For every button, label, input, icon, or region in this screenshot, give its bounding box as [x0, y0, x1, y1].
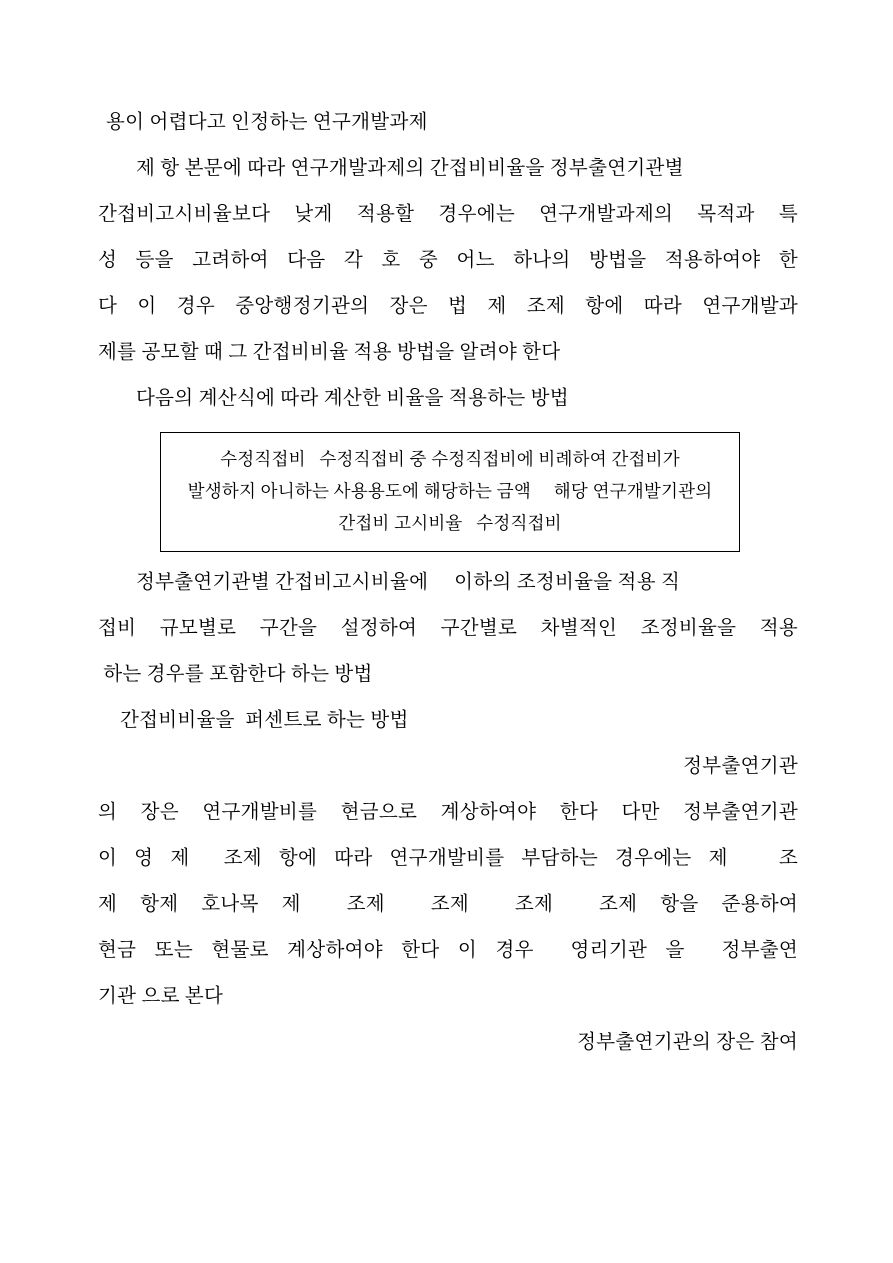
paragraph-line: 정부출연기관의 장은 참여: [577, 1032, 798, 1053]
paragraph-line: 간접비비율을 퍼센트로 하는 방법: [120, 710, 409, 731]
formula-line: 수정직접비 수정직접비 중 수정직접비에 비례하여 간접비가: [220, 449, 680, 469]
paragraph-line: 의 장은 연구개발비를 현금으로 계상하여야 한다 다만 정부출연기관: [98, 802, 798, 823]
paragraph-line: 다 이 경우 중앙행정기관의 장은 법 제 조제 항에 따라 연구개발과: [98, 296, 798, 317]
paragraph-line: 제 항제 호나목 제 조제 조제 조제 조제 항을 준용하여: [98, 894, 798, 915]
paragraph-line: 용이 어렵다고 인정하는 연구개발과제: [106, 112, 428, 133]
paragraph-line: 성 등을 고려하여 다음 각 호 중 어느 하나의 방법을 적용하여야 한: [98, 250, 798, 271]
paragraph-line: 현금 또는 현물로 계상하여야 한다 이 경우 영리기관 을 정부출연: [98, 940, 798, 961]
paragraph-line: 제 항 본문에 따라 연구개발과제의 간접비비율을 정부출연기관별: [136, 158, 684, 179]
document-body: [98, 100, 798, 1066]
formula-line: 발생하지 아니하는 사용용도에 해당하는 금액 해당 연구개발기관의: [187, 481, 713, 501]
paragraph-line: 접비 규모별로 구간을 설정하여 구간별로 차별적인 조정비율을 적용: [98, 618, 798, 639]
paragraph-line: 정부출연기관: [683, 756, 798, 777]
paragraph-line: 하는 경우를 포함한다 하는 방법: [98, 664, 373, 685]
paragraph-line: 기관 으로 본다: [98, 986, 224, 1007]
paragraph-line: 제를 공모할 때 그 간접비비율 적용 방법을 알려야 한다: [98, 342, 561, 363]
paragraph-line: 이 영 제 조제 항에 따라 연구개발비를 부담하는 경우에는 제 조: [98, 848, 798, 869]
formula-line: 간접비 고시비율 수정직접비: [338, 513, 562, 533]
paragraph-line: 다음의 계산식에 따라 계산한 비율을 적용하는 방법: [136, 388, 569, 409]
formula-box: [160, 432, 740, 552]
paragraph-line: 간접비고시비율보다 낮게 적용할 경우에는 연구개발과제의 목적과 특: [98, 204, 798, 225]
paragraph-line: 정부출연기관별 간접비고시비율에 이하의 조정비율을 적용 직: [136, 572, 681, 593]
